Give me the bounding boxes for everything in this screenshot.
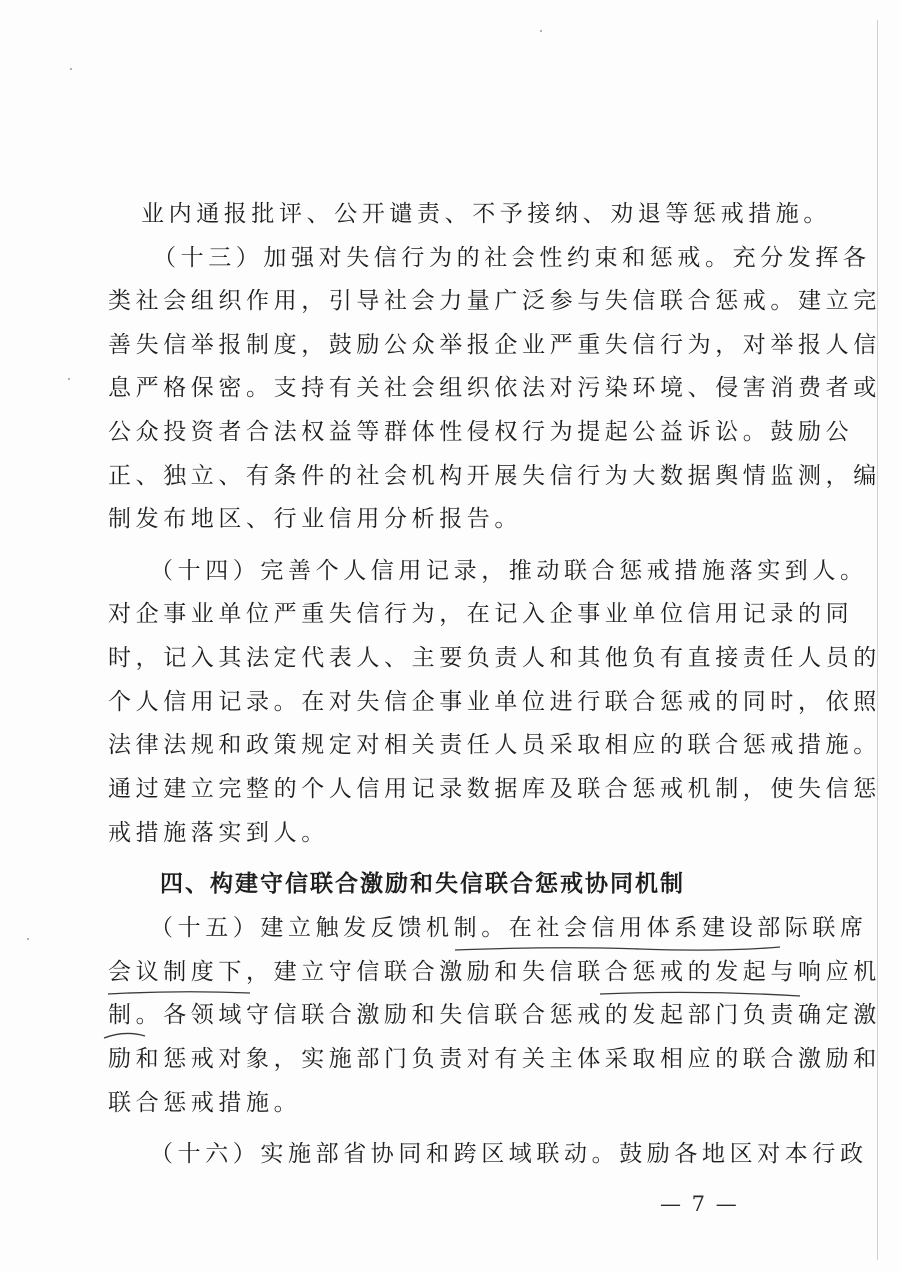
page-number: — 7 — [660,1192,739,1216]
pen-underline [108,992,250,994]
text-line-6: 公众投资者合法权益等群体性侵权行为提起公益诉讼。鼓励公 [108,419,854,445]
pen-underline [455,947,780,950]
text-line-5: 息严格保密。支持有关社会组织依法对污染环境、侵害消费者或 [108,375,881,401]
text-line-19: 制。各领域守信联合激励和失信联合惩戒的发起部门负责确定激 [108,1002,881,1028]
text-line-15: 戒措施落实到人。 [108,820,329,846]
text-line-1: 业内通报批评、公开谴责、不予接纳、劝退等惩戒措施。 [141,201,831,227]
text-line-10: 对企事业单位严重失信行为，在记入企事业单位信用记录的同 [108,601,854,627]
text-line-8: 制发布地区、行业信用分析报告。 [108,506,522,532]
text-line-4: 善失信举报制度，鼓励公众举报企业严重失信行为，对举报人信 [108,332,881,358]
text-line-11: 时，记入其法定代表人、主要负责人和其他负有直接责任人员的 [108,645,881,671]
pen-underline [600,992,800,996]
text-line-12: 个人信用记录。在对失信企事业单位进行联合惩戒的同时，依照 [108,689,881,715]
text-line-14: 通过建立完整的个人信用记录数据库及联合惩戒机制，使失信惩 [108,776,881,802]
text-line-21: 联合惩戒措施。 [108,1090,302,1116]
text-line-3: 类社会组织作用，引导社会力量广泛参与失信联合惩戒。建立完 [108,288,881,314]
text-line-18: 会议制度下，建立守信联合激励和失信联合惩戒的发起与响应机 [108,959,881,985]
text-line-20: 励和惩戒对象，实施部门负责对有关主体采取相应的联合激励和 [108,1046,881,1072]
text-line-2: （十三）加强对失信行为的社会性约束和惩戒。充分发挥各 [153,245,871,271]
text-line-17: （十五）建立触发反馈机制。在社会信用体系建设部际联席 [150,915,868,941]
text-line-22: （十六）实施部省协同和跨区域联动。鼓励各地区对本行政 [150,1141,868,1167]
section-heading: 四、构建守信联合激励和失信联合惩戒协同机制 [160,871,685,897]
text-line-9: （十四）完善个人信用记录，推动联合惩戒措施落实到人。 [150,558,868,584]
text-line-7: 正、独立、有条件的社会机构开展失信行为大数据舆情监测，编 [108,463,881,489]
text-line-13: 法律法规和政策规定对相关责任人员采取相应的联合惩戒措施。 [108,732,881,758]
pen-underline [104,1033,145,1038]
